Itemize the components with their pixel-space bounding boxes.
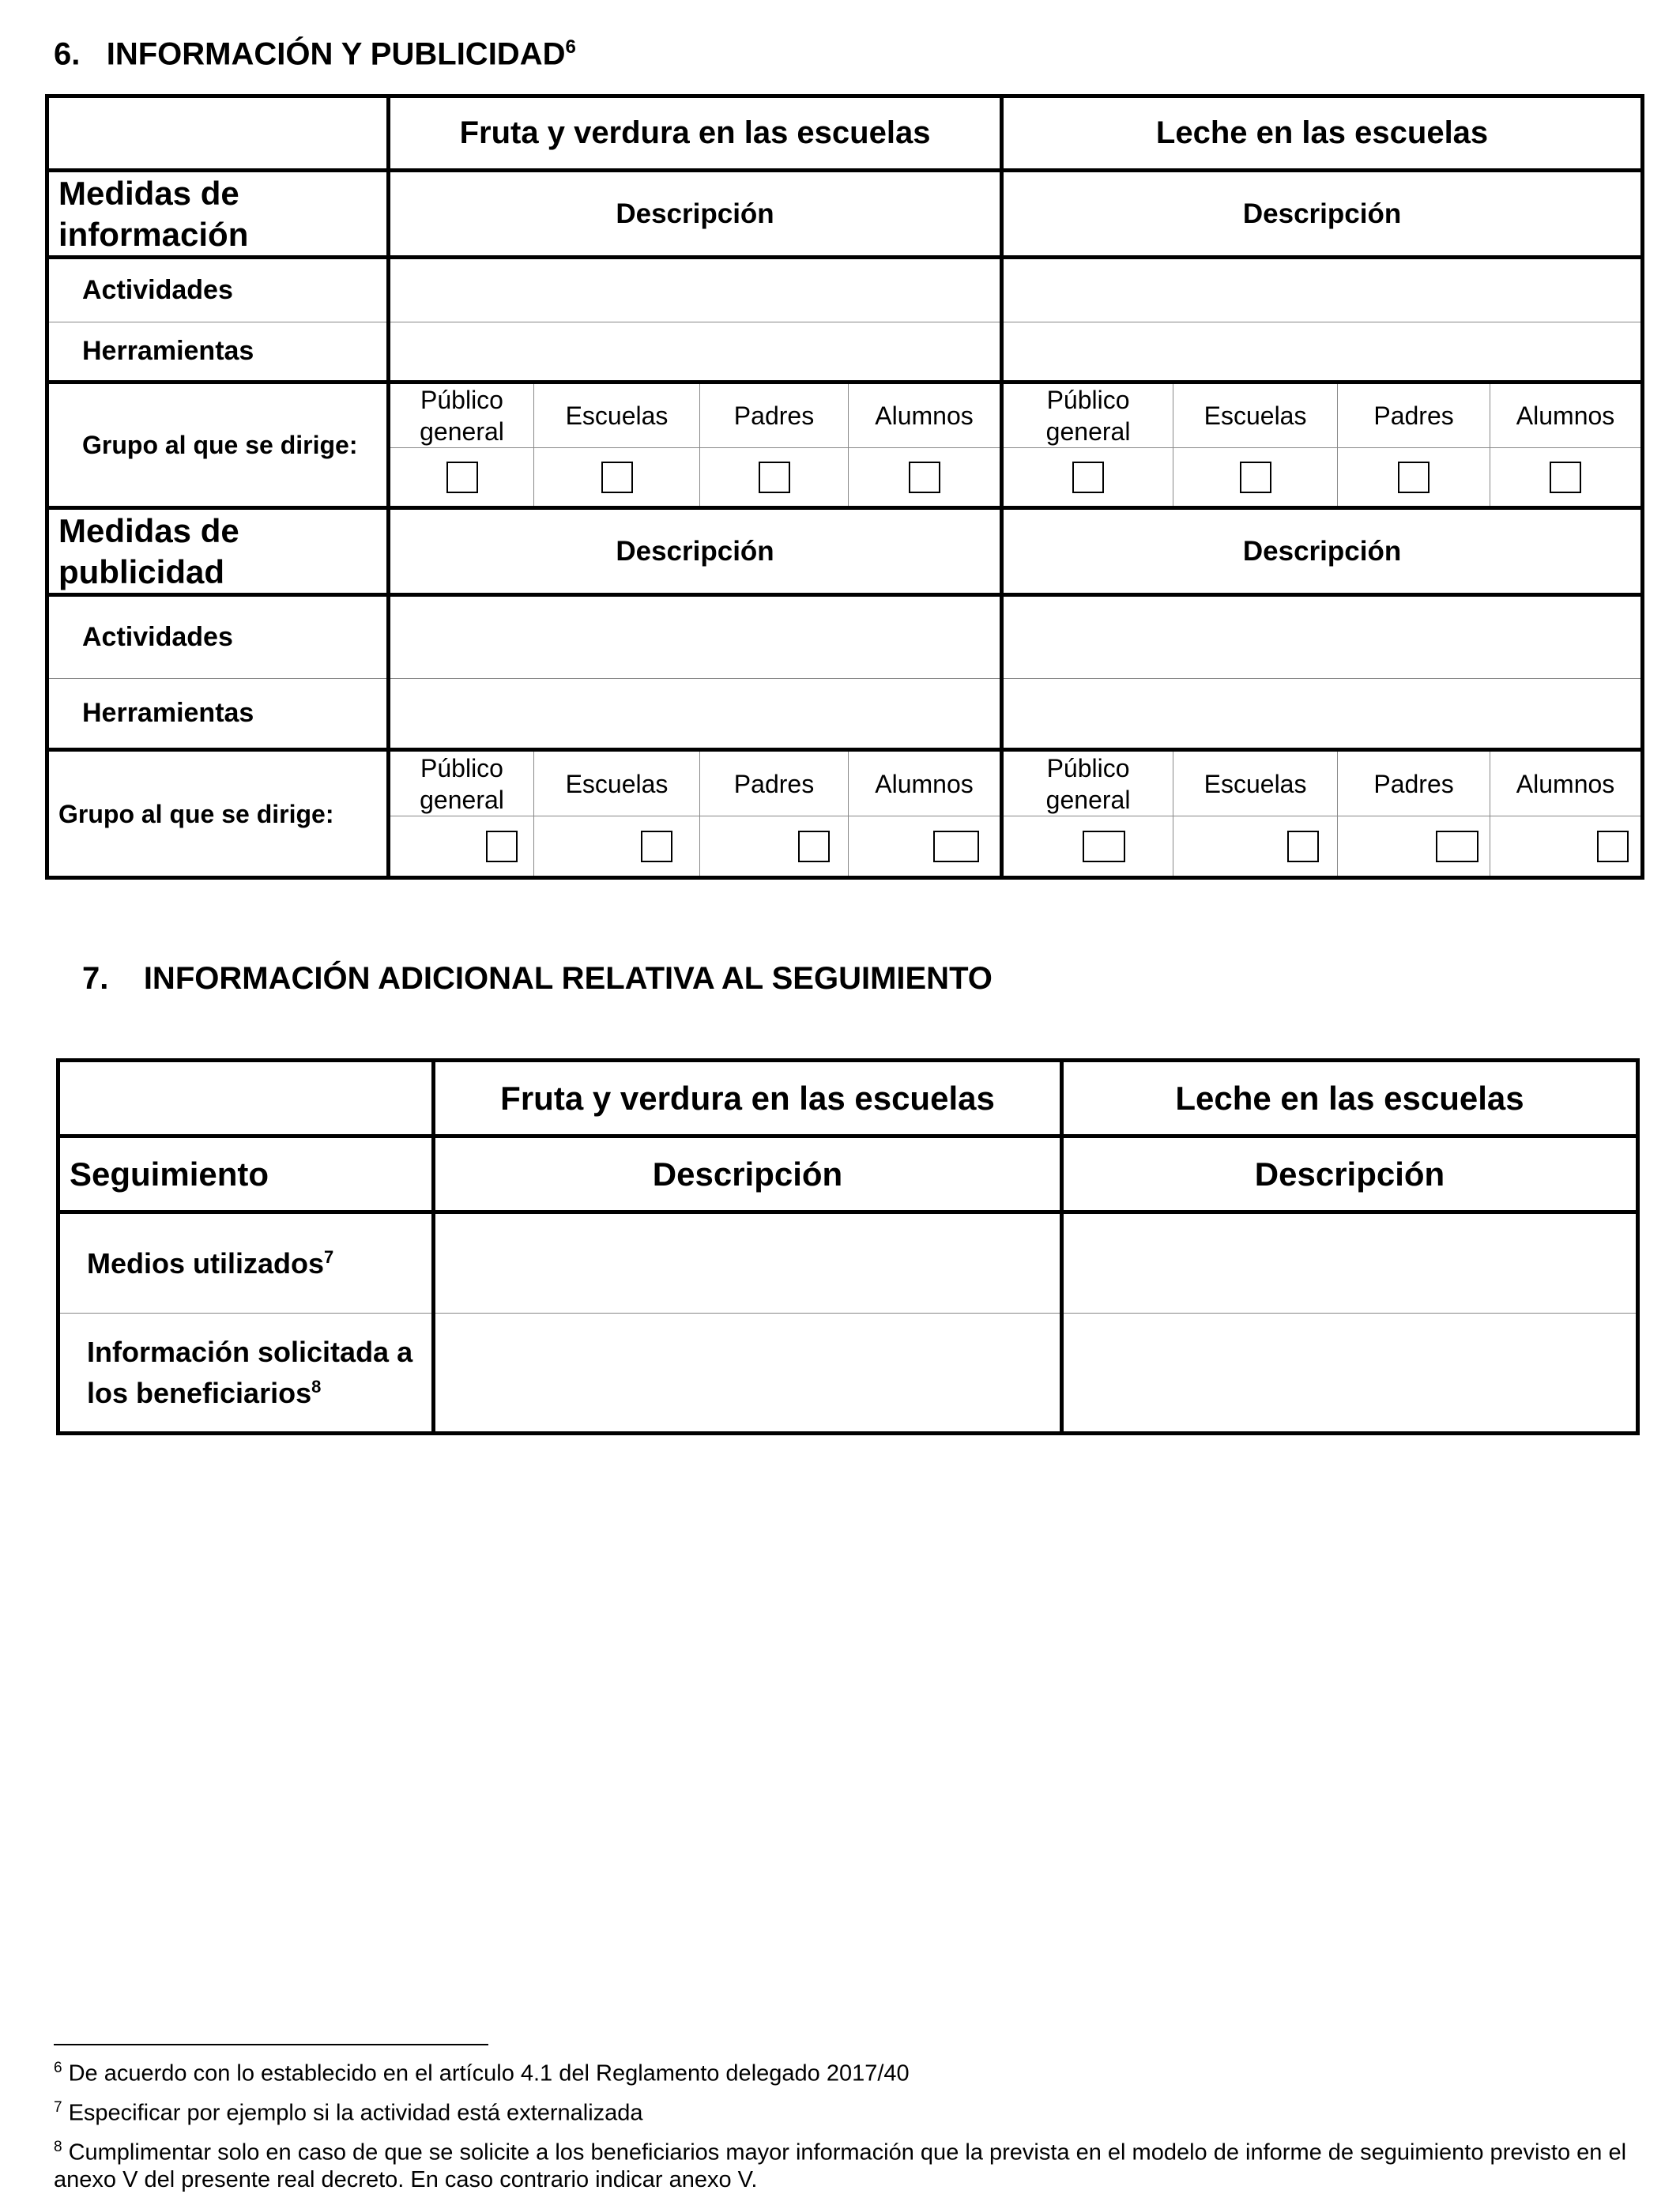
publicity-option-label: Escuelas bbox=[534, 750, 700, 816]
footnote-7-text: Especificar por ejemplo si la actividad está externalizada bbox=[68, 2100, 643, 2126]
information-checkbox-cell bbox=[1173, 448, 1338, 508]
information-option-label: Alumnos bbox=[1490, 383, 1643, 448]
means-used-leche-cell[interactable] bbox=[1062, 1212, 1638, 1314]
requested-info-label bbox=[58, 1314, 434, 1434]
information-option-label: Público general bbox=[1002, 383, 1173, 448]
section-6-number: 6. bbox=[54, 36, 81, 72]
monitoring-column-header-leche: Leche en las escuelas bbox=[1062, 1061, 1638, 1137]
monitoring-column-header-fruta: Fruta y verdura en las escuelas bbox=[434, 1061, 1062, 1137]
information-option-label: Escuelas bbox=[534, 383, 700, 448]
publicity-checkbox-cell bbox=[1490, 816, 1643, 878]
information-leche-padres-checkbox[interactable] bbox=[1398, 462, 1430, 493]
information-description-leche: Descripción bbox=[1002, 171, 1643, 258]
header-empty-cell bbox=[47, 96, 389, 171]
information-description-fruta: Descripción bbox=[389, 171, 1002, 258]
publicity-option-label: Padres bbox=[1338, 750, 1490, 816]
publicity-option-label: Público general bbox=[1002, 750, 1173, 816]
information-checkbox-cell bbox=[389, 448, 534, 508]
information-tools-fruta-cell[interactable] bbox=[389, 322, 1002, 383]
header-empty-cell bbox=[58, 1061, 434, 1137]
publicity-option-label: Alumnos bbox=[1490, 750, 1643, 816]
information-option-label: Público general bbox=[389, 383, 534, 448]
publicity-fruta-publico-checkbox[interactable] bbox=[486, 831, 518, 862]
publicity-checkbox-cell bbox=[534, 816, 700, 878]
information-checkbox-cell bbox=[534, 448, 700, 508]
publicity-leche-publico-checkbox[interactable] bbox=[1083, 831, 1125, 862]
means-used-fruta-cell[interactable] bbox=[434, 1212, 1062, 1314]
publicity-leche-alumnos-checkbox[interactable] bbox=[1597, 831, 1629, 862]
footnote-6-text: De acuerdo con lo establecido en el artículo 4.1 del Reglamento delegado 2017/40 bbox=[68, 2060, 910, 2087]
means-used-label bbox=[58, 1212, 434, 1314]
publicity-fruta-escuelas-checkbox[interactable] bbox=[641, 831, 672, 862]
information-option-label: Escuelas bbox=[1173, 383, 1338, 448]
footnote-7-number: 7 bbox=[54, 2099, 62, 2116]
publicity-checkbox-cell bbox=[700, 816, 849, 878]
column-header-fruta: Fruta y verdura en las escuelas bbox=[389, 96, 1002, 171]
information-checkbox-cell bbox=[1338, 448, 1490, 508]
publicity-activities-leche-cell[interactable] bbox=[1002, 595, 1643, 679]
publicity-description-fruta: Descripción bbox=[389, 508, 1002, 595]
information-activities-label: Actividades bbox=[47, 258, 389, 322]
publicity-activities-fruta-cell[interactable] bbox=[389, 595, 1002, 679]
means-used-text: Medios utilizados bbox=[87, 1246, 325, 1280]
publicity-tools-fruta-cell[interactable] bbox=[389, 679, 1002, 750]
publicity-checkbox-cell bbox=[1173, 816, 1338, 878]
requested-info-leche-cell[interactable] bbox=[1062, 1314, 1638, 1434]
section-6-title: INFORMACIÓN Y PUBLICIDAD bbox=[106, 36, 566, 72]
section-6-heading bbox=[54, 36, 576, 72]
information-checkbox-cell bbox=[1002, 448, 1173, 508]
section-7-heading bbox=[82, 961, 993, 997]
information-fruta-padres-checkbox[interactable] bbox=[759, 462, 790, 493]
information-publicity-table bbox=[45, 94, 1644, 880]
information-activities-fruta-cell[interactable] bbox=[389, 258, 1002, 322]
monitoring-label: Seguimiento bbox=[58, 1137, 434, 1212]
publicity-option-label: Padres bbox=[700, 750, 849, 816]
information-checkbox-cell bbox=[1490, 448, 1643, 508]
footnote-7 bbox=[54, 2094, 1634, 2127]
information-fruta-escuelas-checkbox[interactable] bbox=[601, 462, 633, 493]
information-leche-publico-checkbox[interactable] bbox=[1072, 462, 1104, 493]
monitoring-description-leche: Descripción bbox=[1062, 1137, 1638, 1212]
information-option-label: Padres bbox=[700, 383, 849, 448]
monitoring-description-fruta: Descripción bbox=[434, 1137, 1062, 1212]
information-leche-alumnos-checkbox[interactable] bbox=[1550, 462, 1581, 493]
information-tools-leche-cell[interactable] bbox=[1002, 322, 1643, 383]
requested-info-text: Información solicitada a los beneficiarios bbox=[87, 1335, 413, 1409]
footnote-6 bbox=[54, 2055, 1634, 2087]
publicity-activities-label: Actividades bbox=[47, 595, 389, 679]
publicity-measures-label: Medidas de publicidad bbox=[47, 508, 389, 595]
information-option-label: Alumnos bbox=[849, 383, 1002, 448]
information-option-label: Padres bbox=[1338, 383, 1490, 448]
footnote-8-text: Cumplimentar solo en caso de que se solicite a los beneficiarios mayor información que la prevista en el modelo de informe de seguimiento previsto en el anexo V del presente real decreto. En caso contrario indicar anexo V. bbox=[54, 2139, 1627, 2192]
column-header-leche: Leche en las escuelas bbox=[1002, 96, 1643, 171]
footnote-separator bbox=[54, 2044, 488, 2045]
information-checkbox-cell bbox=[849, 448, 1002, 508]
publicity-fruta-padres-checkbox[interactable] bbox=[798, 831, 830, 862]
requested-info-fruta-cell[interactable] bbox=[434, 1314, 1062, 1434]
section-7-number: 7. bbox=[82, 961, 109, 996]
information-leche-escuelas-checkbox[interactable] bbox=[1240, 462, 1271, 493]
publicity-checkbox-cell bbox=[1338, 816, 1490, 878]
publicity-tools-leche-cell[interactable] bbox=[1002, 679, 1643, 750]
publicity-fruta-alumnos-checkbox[interactable] bbox=[933, 831, 979, 862]
publicity-checkbox-cell bbox=[1002, 816, 1173, 878]
monitoring-table bbox=[56, 1058, 1640, 1435]
information-checkbox-cell bbox=[700, 448, 849, 508]
publicity-description-leche: Descripción bbox=[1002, 508, 1643, 595]
information-activities-leche-cell[interactable] bbox=[1002, 258, 1643, 322]
information-target-group-label: Grupo al que se dirige: bbox=[47, 383, 389, 508]
information-measures-label: Medidas de información bbox=[47, 171, 389, 258]
information-tools-label: Herramientas bbox=[47, 322, 389, 383]
section-7-title: INFORMACIÓN ADICIONAL RELATIVA AL SEGUIMIENTO bbox=[143, 961, 993, 996]
publicity-target-group-label: Grupo al que se dirige: bbox=[47, 750, 389, 878]
footnote-8-number: 8 bbox=[54, 2139, 62, 2155]
publicity-option-label: Alumnos bbox=[849, 750, 1002, 816]
publicity-leche-padres-checkbox[interactable] bbox=[1436, 831, 1478, 862]
footnote-ref-8: 8 bbox=[311, 1376, 322, 1397]
publicity-tools-label: Herramientas bbox=[47, 679, 389, 750]
information-fruta-alumnos-checkbox[interactable] bbox=[909, 462, 940, 493]
publicity-checkbox-cell bbox=[849, 816, 1002, 878]
publicity-checkbox-cell bbox=[389, 816, 534, 878]
publicity-leche-escuelas-checkbox[interactable] bbox=[1287, 831, 1319, 862]
publicity-option-label: Público general bbox=[389, 750, 534, 816]
footnote-ref-6: 6 bbox=[565, 36, 576, 58]
footnote-6-number: 6 bbox=[54, 2060, 62, 2076]
footnote-ref-7: 7 bbox=[324, 1246, 334, 1267]
publicity-option-label: Escuelas bbox=[1173, 750, 1338, 816]
information-fruta-publico-checkbox[interactable] bbox=[446, 462, 478, 493]
footnote-8 bbox=[54, 2134, 1634, 2193]
